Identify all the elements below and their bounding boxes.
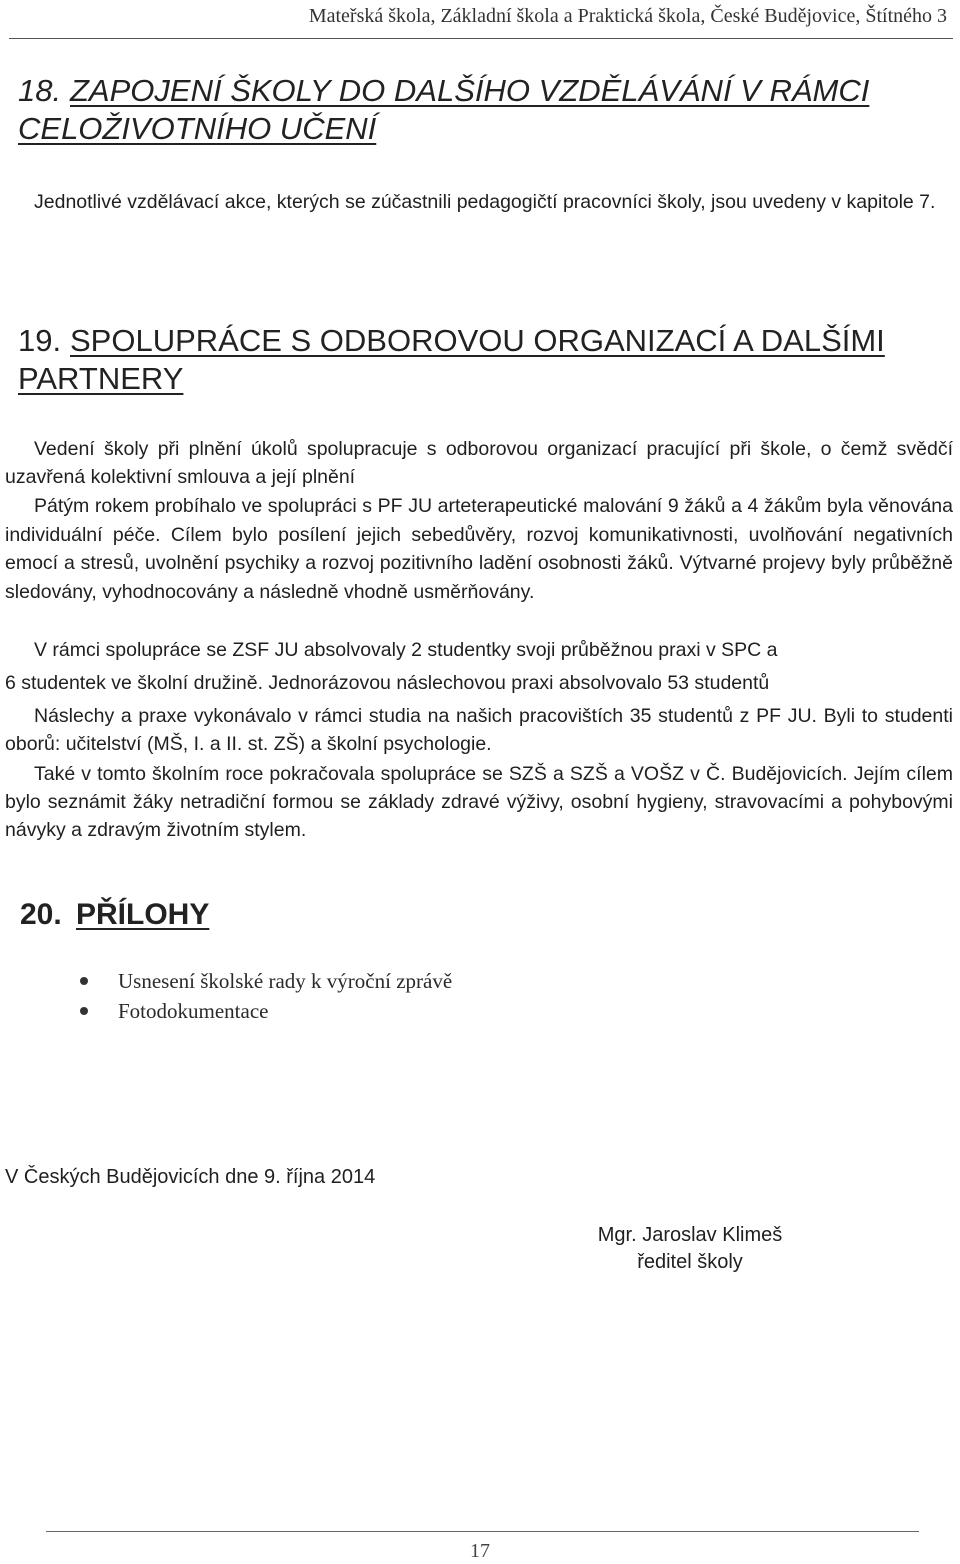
attachment-label: Usnesení školské rady k výroční zprávě: [118, 969, 453, 993]
footer-divider: [46, 1531, 919, 1532]
signature-block: [560, 1222, 820, 1276]
place-and-date: V Českých Budějovicích dne 9. října 2014: [5, 1166, 376, 1188]
section-18-title: ZAPOJENÍ ŠKOLY DO DALŠÍHO VZDĚLÁVÁNÍ V RÁMCI CELOŽIVOTNÍHO UČENÍ: [18, 73, 870, 146]
page-number: 17: [470, 1540, 490, 1562]
section-19-number: 19.: [18, 323, 62, 358]
bullet-icon: [80, 977, 88, 985]
header-divider: [9, 38, 953, 39]
section-18-paragraph: Jednotlivé vzdělávací akce, kterých se zúčastnili pedagogičtí pracovníci školy, jsou uvedeny v kapitole 7.: [34, 191, 936, 213]
section-18-number: 18.: [18, 73, 62, 108]
section-20-heading: [20, 898, 209, 932]
section-19-paragraph-1: Vedení školy při plnění úkolů spolupracuje s odborovou organizací pracující při škole, o čemž svědčí uzavřená kolektivní smlouva a její plnění: [5, 438, 953, 488]
section-20-number: 20.: [20, 898, 62, 931]
section-19-paragraph-3-line-2: 6 studentek ve školní družině. Jednorázovou náslechovou praxi absolvovalo 53 studentů: [5, 672, 770, 694]
section-19-paragraph-5: Také v tomto školním roce pokračovala spolupráce se SZŠ a SZŠ a VOŠZ v Č. Budějovicích. Jejím cílem bylo seznámit žáky netradiční formou se základy zdravé výživy, osobní hygieny, stravovacími a pohybovými návyky a zdravým životním stylem.: [5, 763, 953, 841]
section-19-paragraph-2: Pátým rokem probíhalo ve spolupráci s PF JU arteterapeutické malování 9 žáků a 4 žákům byla věnována individuální péče. Cílem bylo posílení jejich sebedůvěry, rozvoj komunikativnosti, uvolňování negativních emocí a stresů, uvolnění psychiky a rozvoj pozitivního ladění osobnosti žáků. Výtvarné projevy byly průběžně sledovány, vyhodnocovány a následně vhodně usměrňovány.: [5, 495, 953, 603]
section-19-heading: [18, 322, 953, 398]
running-header: Mateřská škola, Základní škola a Praktická škola, České Budějovice, Štítného 3: [308, 5, 947, 27]
attachment-label: Fotodokumentace: [118, 999, 269, 1023]
section-20-title: PŘÍLOHY: [76, 898, 210, 931]
section-19-paragraph-4: Náslechy a praxe vykonávalo v rámci studia na našich pracovištích 35 studentů z PF JU. Byli to studenti oborů: učitelství (MŠ, I. a II. st. ZŠ) a školní psychologie.: [5, 705, 953, 755]
section-19-paragraph-3-line-1: V rámci spolupráce se ZSF JU absolvovaly 2 studentky svoji průběžnou praxi v SPC a: [34, 639, 778, 661]
section-19-paragraph-3: [5, 634, 953, 700]
section-19-title: SPOLUPRÁCE S ODBOROVOU ORGANIZACÍ A DALŠÍMI PARTNERY: [18, 323, 885, 396]
section-18-heading: [18, 72, 948, 148]
signer-role: ředitel školy: [637, 1251, 743, 1273]
signer-name: Mgr. Jaroslav Klimeš: [597, 1224, 783, 1246]
bullet-icon: [80, 1007, 88, 1015]
